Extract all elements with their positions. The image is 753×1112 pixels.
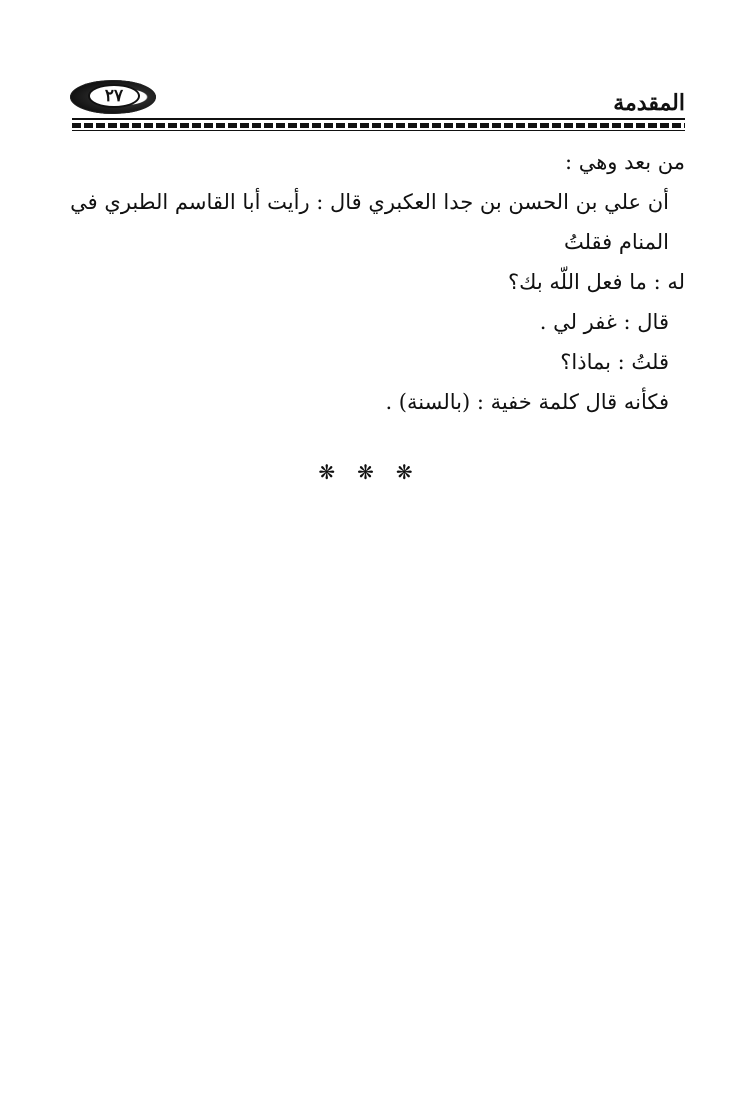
page-number: ٢٧ bbox=[88, 84, 140, 108]
text-line: له : ما فعل اللّه بك؟ bbox=[508, 270, 685, 294]
body-text bbox=[70, 142, 685, 422]
chapter-title: المقدمة bbox=[613, 90, 685, 116]
header-rule-bottom bbox=[72, 130, 685, 131]
text-line: قال : غفر لي . bbox=[539, 310, 669, 334]
header-rule-dashed bbox=[72, 123, 685, 128]
header-rule-top bbox=[72, 118, 685, 120]
section-separator: ❋❋❋ bbox=[318, 460, 435, 484]
text-line: فكأنه قال كلمة خفية : (بالسنة) . bbox=[385, 390, 669, 414]
text-line: قلتُ : بماذا؟ bbox=[560, 350, 669, 374]
text-line: من بعد وهي : bbox=[564, 150, 685, 174]
text-line: أن علي بن الحسن بن جدا العكبري قال : رأيت أبا القاسم الطبري في المنام فقلتُ bbox=[70, 190, 669, 254]
